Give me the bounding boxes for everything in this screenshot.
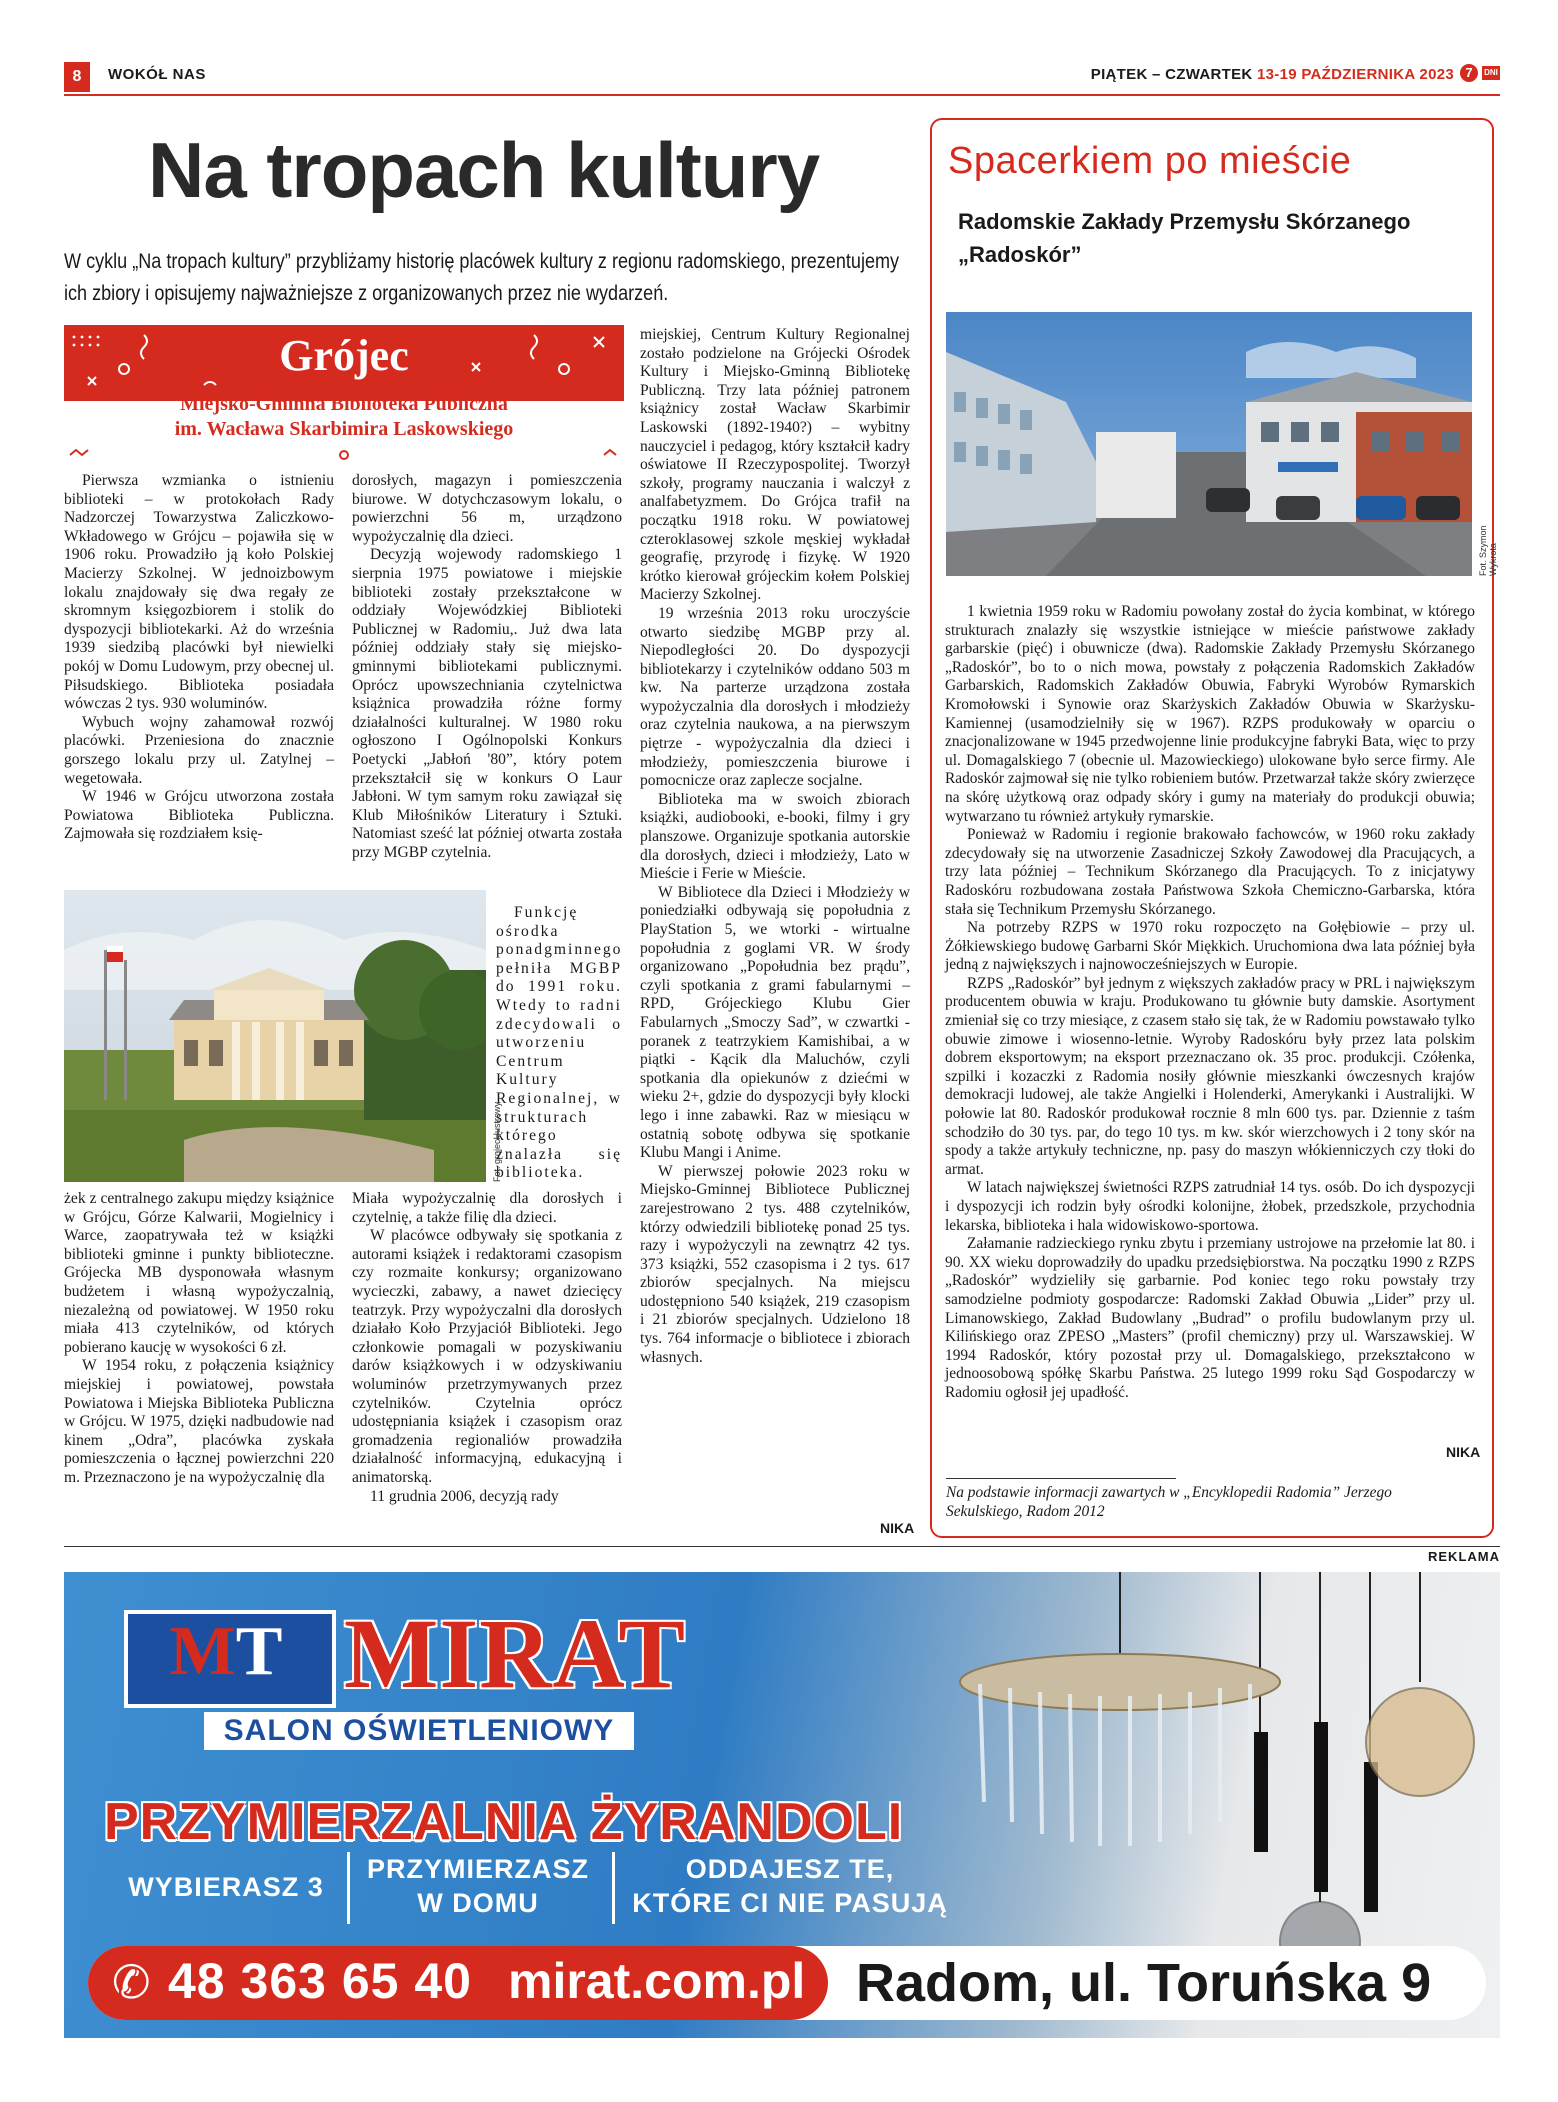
paragraph: Decyzją wojewody radomskiego 1 sierpnia 1975 powiatowe i miejskie biblioteki zostały przekształcone w oddziały Wojewódzkiej Biblioteki Publicznej w Radomiu,. Już dwa lata później oddziały stały się miejsko-gminnymi bibliotekami publicznymi. Oprócz upowszechniania czytelnictwa książnica prowadziła różne formy działalności kulturalnej. W 1980 roku ogłoszono I Ogólnopolski Konkurs Poetycki „Jabłoń '80”, który potem przekształcił się w konkurs O Laur Jabłoni. W tym samym roku zawiązał się Klub Miłośników Literatury i Sztuki. Natomiast sześć lat później otwarta została przy MGBP czytelnia. [352, 546, 622, 861]
issue-date [1091, 66, 1454, 83]
article-column-1-continued [64, 1190, 334, 1488]
lead-text: W cyklu „Na tropach kultury” przybliżamy historię placówek kultury z regionu radomskiego, prezentujemy ich zbiory i opisujemy najważniejsze z organizowanych przez nie wydarzeń. [64, 250, 900, 305]
ad-step-2-line1: PRZYMIERZASZ [366, 1854, 589, 1884]
ad-step-3-line2: KTÓRE CI NIE PASUJĄ [632, 1888, 948, 1918]
paragraph: Pierwsza wzmianka o istnieniu biblioteki – w protokołach Rady Nadzorczej Towarzystwa Zaliczkowo-Wkładowego w Grójcu – pojawiła się w 1906 roku. Prowadziło ją koło Polskiej Macierzy Szkolnej. W jednoizbowym lokalu znajdowały się dwa regały ze skromnym księgozbiorem i stolik do dyspozycji bibliotekarki. Aż do września 1939 siedzibą placówki był niewielki pokój w Domu Ludowym, przy obecnej ul. Piłsudskiego. Biblioteka posiadała wówczas 2 tys. 930 woluminów. [64, 472, 334, 713]
date-range: 13-19 PAŹDZIERNIKA [1257, 66, 1415, 83]
banner-title: Grójec [279, 331, 409, 380]
ad-separator [347, 1852, 350, 1924]
article-column-2-continued [352, 1190, 622, 1506]
article-lead [64, 246, 924, 310]
paragraph: W placówce odbywały się spotkania z autorami książek i redaktorami czasopism czy rozmaite konkursy; organizowano wycieczki, zabawy, a nawet dziecięcy teatrzyk. Przy wypożyczalni dla dorosłych działało Koło Przyjaciół Biblioteki. Jego członkowie pomagali w pozyskiwaniu darów książkowych i w odzyskiwaniu woluminów przetrzymywanych przez czytelników. Czytelnia oprócz udostępniania książek i czasopism oraz gromadzenia regionaliów prowadziła działalność informacyjną, edukacyjną i animatorską. [352, 1227, 622, 1486]
paragraph: Na potrzeby RZPS w 1970 roku rozpoczęto na Gołębiowie – przy ul. Żółkiewskiego budowę Garbarni Skór Miękkich. Uruchomiona dwa lata później była jedną z największych i najnowocześniejszych w Europie. [945, 919, 1475, 974]
wavy-divider [64, 448, 624, 462]
date-year: 2023 [1419, 66, 1454, 83]
paragraph: W 1946 w Grójcu utworzona została Powiatowa Biblioteka Publiczna. Zajmowała się rozdziałem księ- [64, 788, 334, 843]
paragraph: 11 grudnia 2006, decyzją rady [370, 1487, 559, 1505]
phone-icon: ✆ [112, 1955, 151, 2009]
paragraph: Funkcję ośrodka ponadgminnego pełniła MGBP do 1991 roku. Wtedy to radni zdecydowali o utworzeniu Centrum Kultury Regionalnej, w strukturach którego znalazła się biblioteka. [496, 904, 623, 1182]
ad-step-3 [620, 1852, 960, 1920]
ad-step-2-line2: W DOMU [417, 1888, 539, 1918]
section-label: WOKÓŁ NAS [108, 66, 206, 83]
library-name [64, 392, 624, 442]
library-building-photo [64, 890, 486, 1182]
article-title: Na tropach kultury [148, 126, 820, 214]
ad-label: REKLAMA [1428, 1549, 1500, 1564]
article-wrap-text [496, 904, 622, 1183]
newspaper-logo-word: DNI [1482, 66, 1500, 80]
paragraph: dorosłych, magazyn i pomieszczenia biurowe. W dotychczasowym lokalu, o powierzchni 56 m, urządzono wypożyczalnię dla dzieci. [352, 472, 622, 545]
paragraph: Wybuch wojny zahamował rozwój placówki. Przeniesiona do znacznie gorszego lokalu przy ul. Zatylnej – wegetowała. [64, 713, 334, 787]
paragraph: W pierwszej połowie 2023 roku w Miejsko-Gminnej Bibliotece Publicznej zarejestrowano 2 tys. 488 czytelników, którzy odwiedzili bibliotekę ponad 25 tys. razy i wypożyczyli na zewnątrz 42 tys. 373 książki, 552 czasopisma i 2 tys. 617 zbiorów specjalnych. Na miejscu udostępniono 540 książek, 219 czasopism i 21 zbiorów specjalnych. Udzielono 18 tys. 764 informacje o bibliotece i zbiorach własnych. [640, 1162, 910, 1366]
ad-step-2 [358, 1852, 598, 1920]
paragraph: W latach największej świetności RZPS zatrudniał 14 tys. osób. Do ich dyspozycji i dyspozycji ich rodzin były ośrodki kolonijne, żłobek, przedszkole, przychodnia lekarska, biblioteka i hala widowiskowo-sportowa. [945, 1179, 1475, 1234]
ad-phone[interactable]: 48 363 65 40 [168, 1953, 472, 2009]
paragraph: żek z centralnego zakupu między książnice w Grójcu, Górze Kalwarii, Mogielnicy i Warce, zaopatrywała też w książki biblioteki gminne i punkty biblioteczne. Grójecka MB dysponowała własnym budżetem i własną wypożyczalnią, niezależną od powiatowej. W 1950 roku miała 413 czytelników, od których pobierano kaucję w wysokości 6 zł. [64, 1190, 334, 1356]
factory-photo [946, 312, 1472, 576]
ad-address: Radom, ul. Toruńska 9 [856, 1953, 1432, 2013]
paragraph: 19 września 2013 roku uroczyście otwarto siedzibę MGBP przy al. Niepodległości 20. Do dyspozycji bibliotekarzy i czytelników oddano 503 m kw. Na parterze urządzona została wypożyczalnia dla dorosłych i młodzieży oraz czytelnia naukowa, a na pierwszym piętrze - wypożyczalnia dla dzieci i młodzieży, pomieszczenia biurowe i pomocnicze oraz zaplecze socjalne. [640, 604, 910, 790]
ad-brand: MIRAT [344, 1598, 687, 1709]
paragraph: Ponieważ w Radomiu i regionie brakowało fachowców, w 1960 roku zakłady zdecydowały się na utworzenie Zasadniczej Szkoły Zawodowej dla Pracujących, a trzy lata później – Technikum Skórzanego dla Pracujących. To z inicjatywy Radoskóru rozbudowana została Państwowa Szkoła Chemiczno-Garbarska, która stała się Technikum Przemysłu Skórzanego. [945, 826, 1475, 918]
ad-rule [64, 1546, 1500, 1547]
photo-credit-left: Fot. grojecHustrowy [492, 1101, 502, 1182]
ad-headline: PRZYMIERZALNIA ŻYRANDOLI [104, 1793, 904, 1851]
paragraph: Załamanie radzieckiego rynku zbytu i przemiany ustrojowe na przełomie lat 80. i 90. XX wieku doprowadziły do upadku przedsiębiorstwa. Na początku 1990 z RZPS „Radoskór” wydzieliły się garbarnie. Pod koniec tego roku powstały trzy samodzielne podmioty gospodarcze: Radomski Zakład Obuwia „Lider” przy ul. Limanowskiego, Zakład Budowlany „Budrad” o profilu budowlanym przy ul. Kilińskiego oraz ZPESO „Masters” (profil chemiczny) przy ul. Warszawskiej. W 1994 Radoskór, który pozostał przy ul. Domagalskiego, przekształcono w jednoosobową spółkę Skarbu Państwa. 25 lutego 1999 roku Sąd Gospodarczy w Radomiu ogłosił jej upadłość. [945, 1235, 1475, 1401]
article-column-3 [640, 326, 910, 1367]
sidebar-subtitle: Radomskie Zakłady Przemysłu Skórzanego „Radoskór” [958, 209, 1411, 267]
ad-logo-letters [134, 1612, 318, 1692]
header-rule [64, 94, 1500, 96]
paragraph: 1 kwietnia 1959 roku w Radomiu powołany został do życia kombinat, w którego strukturach znalazły się wszystkie istniejące w mieście państwowe zakłady garbarskie (pięć) i obuwnicze (dwa). Radomskie Zakłady Przemysłu Skórzanego „Radoskór”, bo to o nich mowa, powstały z połączenia Radomskich Zakładów Garbarskich, Radomskich Zakładów Obuwia, Fabryki Wyrobów Rymarskich Kromołowski i Synowie oraz Skarżyskich Zakładów Obuwia w Skarżysku-Kamiennej (usamodzielniły się w 1967). RZPS produkowały w oparciu o znacjonalizowane w 1945 przedwojenne linie produkcyjne fabryki Bata, więc to przy ul. Domagalskiego 7 (obecnie ul. Mazowieckiego) ulokowane było serce firmy. Ale Radoskór zajmował się nie tylko robieniem butów. Przetwarzał także skóry zwierzęce na skórę użytkową oraz odpady skóry i gumy na materiały do produkcji obuwia; wytwarzano tu również artykuły rymarskie. [945, 603, 1475, 825]
sidebar-source: Na podstawie informacji zawartych w „Encyklopedii Radomia” Jerzego Sekulskiego, Radom 2012 [946, 1484, 1392, 1520]
paragraph: miejskiej, Centrum Kultury Regionalnej zostało podzielone na Grójecki Ośrodek Kultury i Miejsko-Gminną Bibliotekę Publiczną. Trzy lata później patronem książnicy został Wacław Skarbimir Laskowski (1892-1940?) – wybitny nauczyciel i pedagog, który kształcił kadry oświatowe II Rzeczypospolitej. Tworzył szkoły, programy nauczania i walczył z analfabetyzmem. Do Grójca trafił na początku 1918 roku. W powiatowej czteroklasowej szkole męskiej wykładał geografię, przyrodę i fizykę. W 1920 krótko kierował grójeckim kołem Polskiej Macierzy Szkolnej. [640, 326, 910, 604]
logo-letter-t: T [235, 1613, 283, 1690]
ad-salon: SALON OŚWIETLENIOWY [204, 1712, 634, 1750]
paragraph: W 1954 roku, z połączenia książnicy miejskiej i powiatowej, powstała Powiatowa i Miejska Biblioteka Publiczna w Grójcu. W 1975, dzięki nadbudowie nad kinem „Odra”, placówka zyskała pomieszczenia o łącznej powierzchni 220 m. Przeznaczono je na wypożyczalnię dla [64, 1357, 334, 1486]
library-name-line2: im. Wacława Skarbimira Laskowskiego [174, 418, 514, 440]
library-name-line1: Miejsko-Gminna Biblioteka Publiczna [180, 393, 508, 415]
logo-letter-m: M [169, 1613, 236, 1690]
page-number: 8 [64, 62, 90, 92]
photo-credit-right: Fot. Szymon Wykrota [1478, 525, 1498, 576]
date-prefix: PIĄTEK – CZWARTEK [1090, 66, 1253, 83]
sidebar-title: Spacerkiem po mieście [948, 140, 1352, 182]
ad-website[interactable]: mirat.com.pl [508, 1953, 806, 2009]
paragraph: W Bibliotece dla Dzieci i Młodzieży w poniedziałki odbywają się popołudnia z PlayStation 5, we wtorki - wirtualne popołudnia z goglami VR. W środy organizowano „Popołudnia bez prądu”, czyli spotkania z grami fabularnymi – RPD, Grójeckiego Klubu Gier Fabularnych „Smoczy Sad”, w czwartki - poranek z teatrzykiem Kamishibai, a w piątki - Kącik dla Maluchów, czyli spotkania dla opiekunów z dziećmi w wieku 2+, gdzie do dyspozycji były klocki lego i inne zabawki. Raz w miesiącu w ostatnią sobotę odbywa się spotkanie Klubu Mangi i Anime. [640, 883, 910, 1162]
sidebar-text [945, 603, 1475, 1403]
ad-separator [612, 1852, 615, 1924]
article-column-1 [64, 472, 334, 844]
paragraph: RZPS „Radoskór” był jednym z większych zakładów pracy w PRL i największym producentem obuwia w kraju. Produkowano tu głównie buty damskie. Asortyment zmieniał się co trzy miesiące, z czasem stało się tak, że w Radomiu powstawało tylko obuwie zimowe i wiosenno-letnie. Wyroby Radoskóru były przez lata polskim dobrem eksportowym; na eksport przeznaczano ok. 35 proc. produkcji. Czółenka, szpilki i kozaczki z Radomia nosiły głównie mieszkanki ówczesnych krajów demokracji ludowej, ale także Angielki i Holenderki, Amerykanki i Australijki. W połowie lat 80. Radoskór produkował rocznie 8 mln 600 tys. par. Dziennie z taśm schodziło do 30 tys. par, do tego 10 tys. m kw. skór wierzchowych i 2 tony skór na spody a także artykuły techniczne, np. pasy do maszyn włókienniczych czy tłoki do armat. [945, 974, 1475, 1178]
paragraph: Miała wypożyczalnię dla dorosłych i czytelnię, a także filię dla dzieci. [352, 1190, 622, 1226]
paragraph: Biblioteka ma w swoich zbiorach książki, audiobooki, e-booki, filmy i gry planszowe. Organizuje spotkania autorskie dla dorosłych, dzieci i młodzieży, Lato w Mieście i Ferie w Mieście. [640, 790, 910, 883]
article-column-2 [352, 472, 622, 862]
source-rule [946, 1478, 1176, 1479]
article-signature: NIKA [880, 1520, 915, 1536]
newspaper-logo: 7 [1460, 64, 1478, 82]
sidebar-signature: NIKA [1446, 1444, 1481, 1460]
ad-step-1: WYBIERASZ 3 [128, 1872, 324, 1902]
ad-step-3-line1: ODDAJESZ TE, [685, 1854, 895, 1884]
